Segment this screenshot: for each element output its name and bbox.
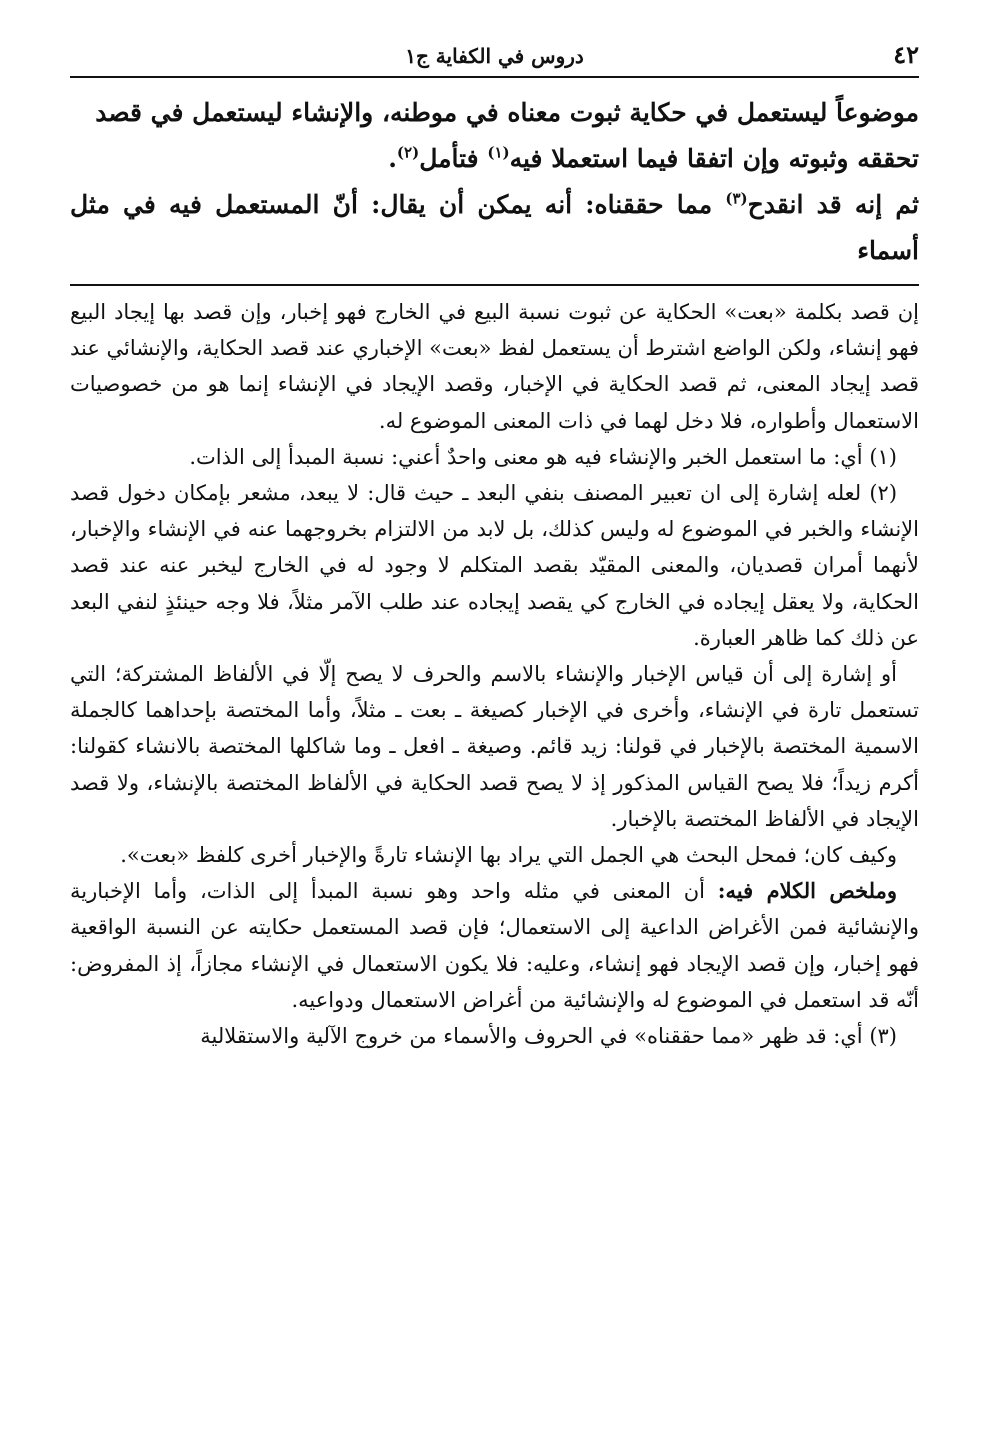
footnote-2-paragraph-3: وكيف كان؛ فمحل البحث هي الجمل التي يراد بها الإنشاء تارةً والإخبار أخرى كلفظ «بعت».: [120, 843, 897, 868]
main-line-2-text-c: .: [388, 144, 397, 173]
footnote-2-paragraph-2: أو إشارة إلى أن قياس الإخبار والإنشاء بالاسم والحرف لا يصح إلّا في الألفاظ المشتركة؛ التي تستعمل تارة في الإنشاء، وأخرى في الإخبار كصيغة ـ بعت ـ مثلاً، وأما المختصة بإحداهما كالجملة الاسمية المختصة بالإخبار في قولنا: زيد قائم. وصيغة ـ افعل ـ وما شاكلها المختصة بالانشاء كقولنا: أكرم زيداً؛ فلا يصح القياس المذكور إذ لا يصح قصد الحكاية في الألفاظ المختصة بالإنشاء، ولا قصد الإيجاد في الألفاظ المختصة بالإخبار.: [70, 662, 919, 831]
book-title: دروس في الكفاية ج١: [405, 44, 584, 68]
main-line-2-text-a: تحققه وثبوته وإن اتفقا فيما استعملا فيه: [509, 144, 919, 173]
summary-lead: وملخص الكلام فيه:: [717, 878, 897, 904]
main-line-3-text-b: مما حققناه: أنه يمكن أن يقال: أنّ المستعمل فيه في مثل أسماء: [70, 190, 919, 265]
footnote-2-summary: [70, 873, 919, 1018]
footnote-ref-1: (١): [487, 143, 510, 162]
footnote-divider: [70, 284, 919, 286]
footnote-2: (٢) لعله إشارة إلى ان تعبير المصنف بنفي البعد ـ حيث قال: لا يبعد، مشعر بإمكان دخول قصد الإنشاء والخبر في الموضوع له وليس كذلك، بل لابد من الالتزام بخروجهما عنه في الإنشاء والإخبار، لأنهما أمران قصديان، والمعنى المقيّد بقصد المتكلم لا وجود له في الخارج ليخبر عنه عند قصد الحكاية، ولا يعقل إيجاده في الخارج كي يقصد إيجاده عند طلب الآمر مثلاً، فلا وجه حينئذٍ لنفي البعد عن ذلك كما ظاهر العبارة.: [70, 481, 919, 650]
footnote-3: (٣) أي: قد ظهر «مما حققناه» في الحروف والأسماء من خروج الآلية والاستقلالية: [200, 1024, 897, 1049]
page-number: ٤٢: [893, 40, 919, 69]
footnote-ref-3: (٣): [725, 189, 748, 208]
main-text: [70, 90, 919, 274]
summary-text: أن المعنى في مثله واحد وهو نسبة المبدأ إلى الذات، وأما الإخبارية والإنشائية فمن الأغراض الداعية إلى الاستعمال؛ فإن قصد المستعمل حكايته عن النسبة الواقعية فهو إخبار، وإن قصد الإيجاد فهو إنشاء، وعليه: فلا يكون الاستعمال في الإنشاء مجازاً، إذ المفروض: أنّه قد استعمل في الموضوع له والإنشائية من أغراض الاستعمال ودواعيه.: [70, 879, 919, 1012]
main-line-2-text-b: فتأمل: [419, 144, 488, 173]
footnote-continuation: إن قصد بكلمة «بعت» الحكاية عن ثبوت نسبة البيع في الخارج فهو إخبار، وإن قصد بها إيجاد البيع فهو إنشاء، ولكن الواضع اشترط أن يستعمل لفظ «بعت» الإخباري عند قصد الحكاية، والإنشائي عند قصد إيجاد المعنى، ثم قصد الحكاية في الإخبار، وقصد الإيجاد في الإنشاء إنما هو من خصوصيات الاستعمال وأطواره، فلا دخل لهما في ذات المعنى الموضوع له.: [69, 300, 919, 433]
footnotes: [70, 294, 919, 1054]
main-line-3: [70, 182, 919, 274]
footnote-ref-2: (٢): [396, 143, 420, 162]
footnote-1: (١) أي: ما استعمل الخبر والإنشاء فيه هو معنى واحدٌ أعني: نسبة المبدأ إلى الذات.: [189, 444, 897, 469]
main-line-1: موضوعاً ليستعمل في حكاية ثبوت معناه في موطنه، والإنشاء ليستعمل في قصد: [95, 98, 919, 127]
main-line-2: [70, 136, 919, 182]
main-line-3-text-a: ثم إنه قد انقدح: [747, 190, 919, 219]
running-header: [70, 34, 919, 78]
